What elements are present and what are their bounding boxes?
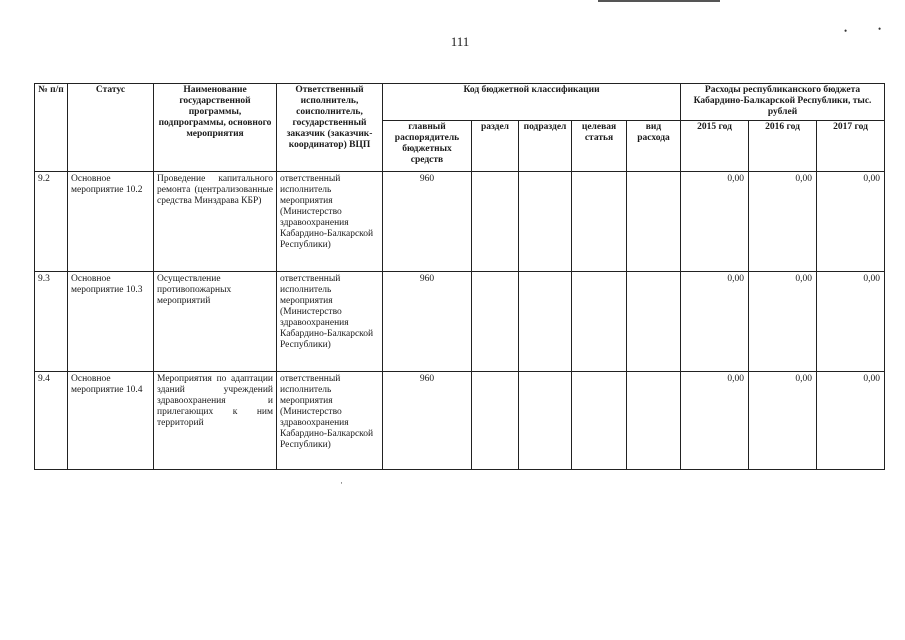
row-responsible: ответственный исполнитель мероприятия (Министерство здравоохранения Кабардино-Балкарской Республики) <box>277 372 383 470</box>
row-2016: 0,00 <box>749 172 817 272</box>
row-2017: 0,00 <box>817 372 885 470</box>
page-number: 111 <box>450 34 470 49</box>
header-year-2015: 2015 год <box>681 121 749 172</box>
row-2016: 0,00 <box>749 372 817 470</box>
row-kbk-section <box>472 172 519 272</box>
scan-speck-mark: • <box>878 24 882 34</box>
row-name: Мероприятия по адаптации зданий учреждений здравоохранения и прилегающих к ним территорий <box>154 372 277 470</box>
row-2015: 0,00 <box>681 372 749 470</box>
row-kbk-subsection <box>519 172 572 272</box>
header-kbk-type: вид расхода <box>627 121 681 172</box>
row-status: Основное мероприятие 10.3 <box>68 272 154 372</box>
row-kbk-subsection <box>519 372 572 470</box>
row-kbk-target <box>572 372 627 470</box>
row-responsible: ответственный исполнитель мероприятия (Министерство здравоохранения Кабардино-Балкарской Республики) <box>277 272 383 372</box>
header-year-2016: 2016 год <box>749 121 817 172</box>
header-num: № п/п <box>35 84 68 172</box>
row-kbk-main: 960 <box>383 272 472 372</box>
header-responsible: Ответственный исполнитель, соисполнитель, государственный заказчик (заказчик-координатор) ВЦП <box>277 84 383 172</box>
header-name: Наименование государственной программы, подпрограммы, основного мероприятия <box>154 84 277 172</box>
header-kbk-target: целевая статья <box>572 121 627 172</box>
scan-speck-mark: · <box>340 478 343 488</box>
row-status: Основное мероприятие 10.2 <box>68 172 154 272</box>
row-kbk-main: 960 <box>383 372 472 470</box>
row-num: 9.2 <box>35 172 68 272</box>
row-name: Проведение капитального ремонта (централизованные средства Минздрава КБР) <box>154 172 277 272</box>
row-kbk-type <box>627 172 681 272</box>
header-expenses: Расходы республиканского бюджета Кабардино-Балкарской Республики, тыс. рублей <box>681 84 885 121</box>
row-responsible: ответственный исполнитель мероприятия (Министерство здравоохранения Кабардино-Балкарской Республики) <box>277 172 383 272</box>
table-row <box>35 272 885 372</box>
row-kbk-target <box>572 172 627 272</box>
row-kbk-target <box>572 272 627 372</box>
row-kbk-type <box>627 372 681 470</box>
row-kbk-section <box>472 372 519 470</box>
header-kbk-section: раздел <box>472 121 519 172</box>
row-name: Осуществление противопожарных мероприятий <box>154 272 277 372</box>
row-2015: 0,00 <box>681 272 749 372</box>
row-kbk-subsection <box>519 272 572 372</box>
header-kbk-subsection: подраздел <box>519 121 572 172</box>
row-2017: 0,00 <box>817 272 885 372</box>
row-2015: 0,00 <box>681 172 749 272</box>
row-2016: 0,00 <box>749 272 817 372</box>
scan-top-line <box>598 0 720 2</box>
row-kbk-main: 960 <box>383 172 472 272</box>
budget-table <box>34 83 885 470</box>
header-kbk-main: главный распорядитель бюджетных средств <box>383 121 472 172</box>
row-status: Основное мероприятие 10.4 <box>68 372 154 470</box>
table-row <box>35 372 885 470</box>
scan-speck-mark: • <box>844 26 848 36</box>
table-row <box>35 172 885 272</box>
row-num: 9.3 <box>35 272 68 372</box>
row-kbk-section <box>472 272 519 372</box>
row-kbk-type <box>627 272 681 372</box>
row-num: 9.4 <box>35 372 68 470</box>
header-kbk: Код бюджетной классификации <box>383 84 681 121</box>
header-status: Статус <box>68 84 154 172</box>
header-year-2017: 2017 год <box>817 121 885 172</box>
row-2017: 0,00 <box>817 172 885 272</box>
